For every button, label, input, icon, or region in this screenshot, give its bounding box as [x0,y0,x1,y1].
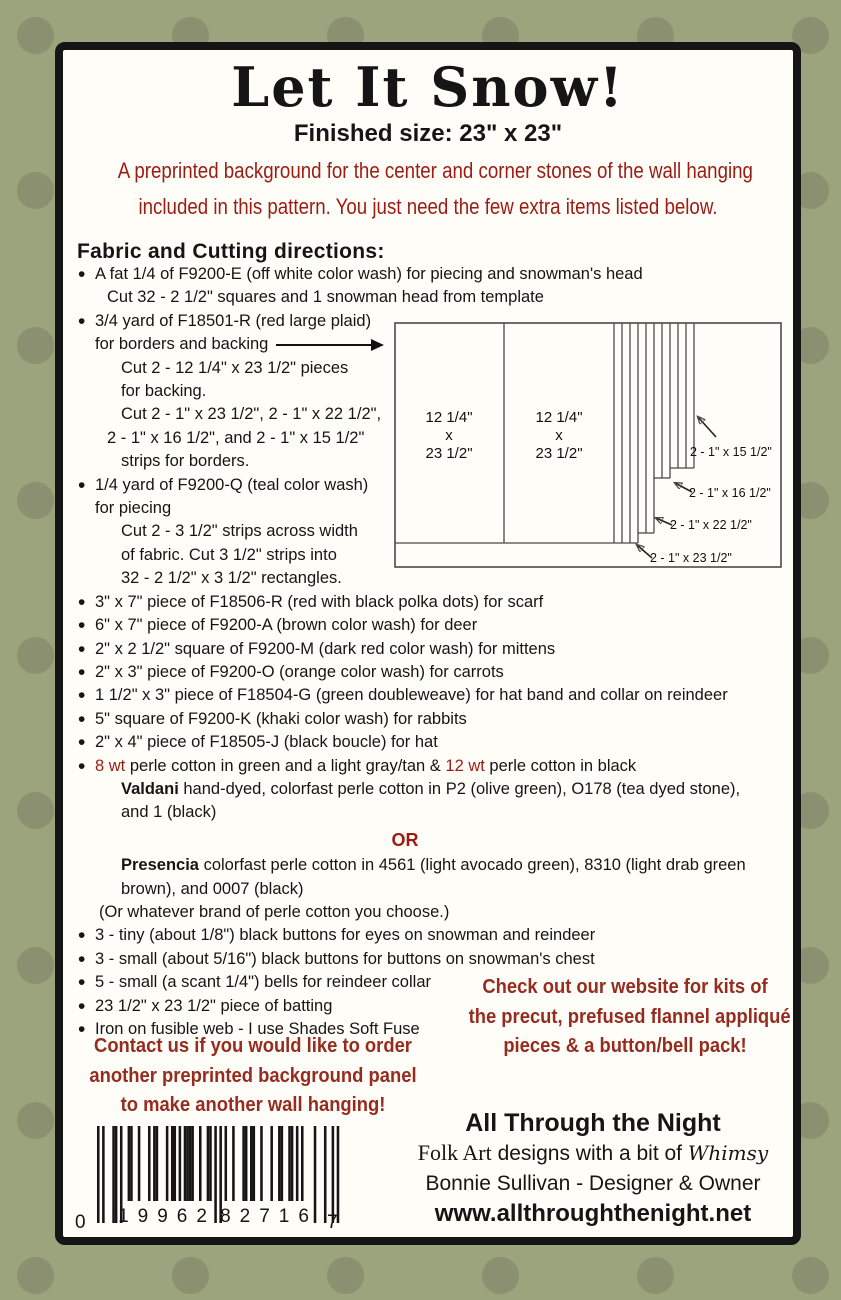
upc-digits-right: 82716 [220,1206,318,1227]
sub-line: strips for borders. [121,452,250,471]
perle-text: perle cotton in black [484,756,637,775]
sub-line: and 1 (black) [121,803,217,822]
note-line: another preprinted background panel [89,1064,417,1087]
perle-weight-12: 12 wt [445,756,485,775]
note-line: pieces & a button/bell pack! [503,1035,747,1057]
note-line: Check out our website for kits of [482,976,768,998]
strip-label-15: 2 - 1" x 15 1/2" [690,445,772,459]
sub-line: Cut 2 - 12 1/4" x 23 1/2" pieces [121,358,349,377]
bullet-item: • 2" x 4" piece of F18505-J (black boucle) for hat [75,731,787,754]
upc-digit-last: 7 [327,1212,338,1233]
perle-weight-8: 8 wt [95,756,126,775]
tagline-middle: designs with a bit of [491,1142,688,1165]
sub-line: 32 - 2 1/2" x 3 1/2" rectangles. [121,569,342,588]
panel1-x: x [445,427,453,444]
bullet-item: • 6" x 7" piece of F9200-A (brown color wash) for deer [75,614,787,637]
note-line: Contact us if you would like to order [94,1035,412,1057]
header [63,56,793,225]
section-heading: Fabric and Cutting directions: [77,240,385,263]
bullet-item: • 5 - small (a scant 1/4") bells for reindeer collar [75,971,787,994]
bullet-item: • Iron on fusible web - I use Shades Soft Fuse [75,1018,787,1041]
tagline-whimsy: Whimsy [687,1141,769,1165]
sub-line-valdani [75,778,787,801]
finished-size: Finished size: 23" x 23" [293,120,563,147]
sub-line: for backing. [121,382,207,401]
bullet-item: • 1/4 yard of F9200-Q (teal color wash) [75,474,787,497]
publisher-branding [399,1108,787,1229]
or-separator: OR [391,829,419,850]
panel2-height: 23 1/2" [535,445,583,462]
sub-line: brown), and 0007 (black) [121,879,304,898]
sub-line: Cut 2 - 1" x 23 1/2", 2 - 1" x 22 1/2", [121,405,382,424]
sub-line: for piecing [95,499,172,518]
bullet-item: • 5" square of F9200-K (khaki color wash) for rabbits [75,708,787,731]
pattern-back-card [55,42,801,1245]
upc-digits-left: 19962 [118,1206,216,1227]
brand-presencia: Presencia [121,856,199,875]
panel2-x: x [555,427,563,444]
sub-line-text: for borders and backing [95,335,269,354]
intro-note [63,153,793,225]
owner-line: Bonnie Sullivan - Designer & Owner [425,1172,761,1195]
page-title: Let It Snow! [231,55,625,119]
website-kits-note [455,973,795,1062]
strip-label-23: 2 - 1" x 23 1/2" [650,551,732,565]
panel2-width: 12 1/4" [535,409,583,426]
bullet-item: • 2" x 3" piece of F9200-O (orange color wash) for carrots [75,661,787,684]
valdani-text: hand-dyed, colorfast perle cotton in P2 (olive green), O178 (tea dyed stone), [178,779,741,798]
bullet-item: • 1 1/2" x 3" piece of F18504-G (green doubleweave) for hat band and collar on reindeer [75,684,787,707]
note-line: the precut, prefused flannel appliqué [468,1005,791,1028]
sub-line-presencia [75,854,787,877]
intro-line: included in this pattern. You just need the few extra items listed below. [138,194,718,219]
bullet-item: • 2" x 2 1/2" square of F9200-M (dark red color wash) for mittens [75,638,787,661]
upc-barcode [73,1126,403,1245]
perle-text: perle cotton in green and a light gray/tan & [125,756,446,775]
bullet-item: • A fat 1/4 of F9200-E (off white color wash) for piecing and snowman's head [75,263,787,286]
panel1-width: 12 1/4" [425,409,473,426]
presencia-text: colorfast perle cotton in 4561 (light avocado green), 8310 (light drab green [198,856,746,875]
intro-line: A preprinted background for the center and corner stones of the wall hanging [117,158,753,183]
strip-label-16: 2 - 1" x 16 1/2" [689,486,771,500]
panel1-height: 23 1/2" [425,445,473,462]
upc-digit-first: 0 [75,1212,86,1233]
sub-line: of fabric. Cut 3 1/2" strips into [121,545,337,564]
bullet-item: • 23 1/2" x 23 1/2" piece of batting [75,995,787,1018]
sub-line: Cut 32 - 2 1/2" squares and 1 snowman head from template [107,288,544,307]
bullet-item: • 3 - tiny (about 1/8") black buttons for eyes on snowman and reindeer [75,924,787,947]
bullet-item: • 3 - small (about 5/16") black buttons for buttons on snowman's chest [75,948,787,971]
tagline-folk-art: Folk Art [417,1140,492,1165]
contact-us-note [73,1032,433,1121]
sub-line: 2 - 1" x 16 1/2", and 2 - 1" x 15 1/2" [107,428,365,447]
cutting-diagram [394,322,783,569]
website-url: www.allthroughthenight.net [434,1200,752,1227]
arrow-to-diagram-icon [276,344,382,346]
company-name: All Through the Night [465,1109,721,1137]
tagline [399,1138,787,1169]
bullet-item-perle-cotton [75,755,787,778]
note-line: to make another wall hanging! [120,1094,386,1116]
sub-line: Cut 2 - 3 1/2" strips across width [121,522,358,541]
strip-label-22: 2 - 1" x 22 1/2" [670,518,752,532]
brand-valdani: Valdani [121,779,179,798]
sub-line: (Or whatever brand of perle cotton you choose.) [99,902,450,921]
bullet-item: • 3" x 7" piece of F18506-R (red with black polka dots) for scarf [75,591,787,614]
bullet-item: • 3/4 yard of F18501-R (red large plaid) [75,310,787,333]
